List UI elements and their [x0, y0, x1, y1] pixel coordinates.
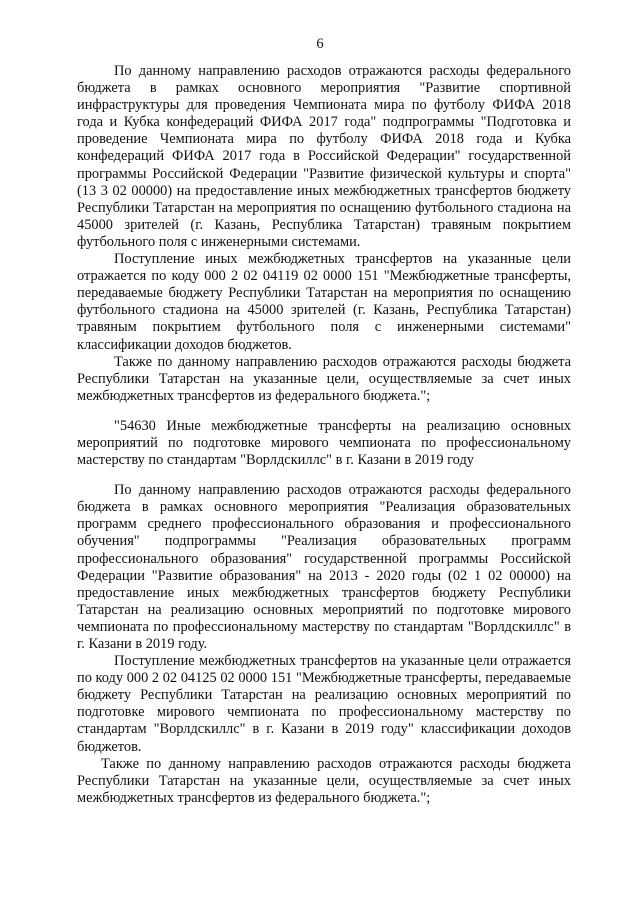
- paragraph-fifa-regional-budget: Также по данному направлению расходов отражаются расходы бюджета Республики Татарстан на указанные цели, осуществляемые за счет иных межбюджетных трансфертов из федерального бюджета.";: [77, 353, 571, 404]
- paragraph-worldskills-expenses: По данному направлению расходов отражаются расходы федерального бюджета в рамках основного мероприятия "Реализация образовательных программ среднего профессионального образования и профессионального обучения" подпрограммы "Реализация образовательных программ профессионального образования" государственной программы Российской Федерации "Развитие образования" на 2013 - 2020 годы (02 1 02 00000) на предоставление иных межбюджетных трансфертов бюджету Республики Татарстан на реализацию основных мероприятий по подготовке мирового чемпионата по профессиональному мастерству по стандартам "Ворлдскиллс" в г. Казани в 2019 году.: [77, 482, 571, 652]
- document-body: [77, 63, 571, 807]
- paragraph-fifa-expenses: По данному направлению расходов отражаются расходы федерального бюджета в рамках основного мероприятия "Развитие спортивной инфраструктуры для проведения Чемпионата мира по футболу ФИФА 2018 года и Кубка конфедераций ФИФА 2017 года" подпрограммы "Подготовка и проведение Чемпионата мира по футболу ФИФА 2018 года и Кубка конфедераций ФИФА 2017 года в Российской Федерации" государственной программы Российской Федерации "Развитие физической культуры и спорта" (13 3 02 00000) на предоставление иных межбюджетных трансфертов бюджету Республики Татарстан на мероприятия по оснащению футбольного стадиона на 45000 зрителей (г. Казань, Республика Татарстан) травяным покрытием футбольного поля с инженерными системами.: [77, 63, 571, 250]
- paragraph-worldskills-regional-budget: Также по данному направлению расходов отражаются расходы бюджета Республики Татарстан на указанные цели, осуществляемые за счет иных межбюджетных трансфертов из федерального бюджета.";: [77, 755, 571, 806]
- paragraph-code-54630-heading: "54630 Иные межбюджетные трансферты на реализацию основных мероприятий по подготовке мирового чемпионата по профессиональному мастерству по стандартам "Ворлдскиллс" в г. Казани в 2019 году: [77, 417, 571, 469]
- page-number: 6: [316, 36, 324, 52]
- paragraph-fifa-revenue-code: Поступление иных межбюджетных трансфертов на указанные цели отражается по коду 000 2 02 04119 02 0000 151 "Межбюджетные трансферты, передаваемые бюджету Республики Татарстан на мероприятия по оснащению футбольного стадиона на 45000 зрителей (г. Казань, Республика Татарстан) травяным покрытием футбольного поля с инженерными системами" классификации доходов бюджетов.: [77, 251, 571, 353]
- paragraph-worldskills-revenue-code: Поступление межбюджетных трансфертов на указанные цели отражается по коду 000 2 02 04125 02 0000 151 "Межбюджетные трансферты, передаваемые бюджету Республики Татарстан на реализацию основных мероприятий по подготовке мирового чемпионата по профессиональному мастерству по стандартам "Ворлдскиллс" в г. Казани в 2019 году" классификации доходов бюджетов.: [77, 653, 571, 755]
